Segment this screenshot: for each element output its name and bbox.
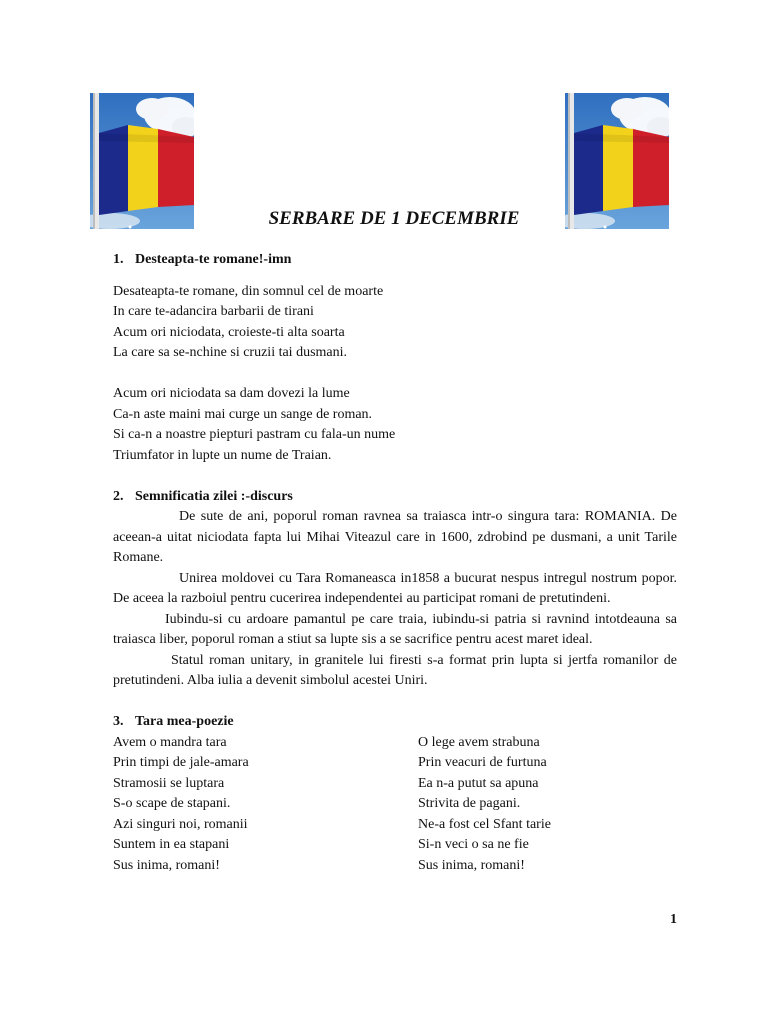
speech-paragraph: Iubindu-si cu ardoare pamantul pe care traia, iubindu-si patria si ravnind intotdeauna sa traiasca liber, poporul roman a stiut sa lupte sis a se sacrifice pentru acest maret ideal. (113, 611, 677, 647)
section-number: 1. (113, 252, 124, 267)
verse-line: Ca-n aste maini mai curge un sange de roman. (113, 406, 373, 422)
verse-line: Acum ori niciodata sa dam dovezi la lume (113, 386, 350, 401)
poem-columns (113, 733, 677, 877)
verse-line: Acum ori niciodata, croieste-ti alta soarta (113, 324, 345, 340)
speech-paragraph: Statul roman unitary, in granitele lui firesti s-a format prin lupta si jertfa romanilor de pretutindeni. Alba iulia a devenit simbolul acestei Uniri. (113, 652, 677, 688)
poem-line: Prin timpi de jale-amara (113, 755, 249, 770)
section-number: 3. (113, 714, 124, 729)
poem-line: Strivita de pagani. (418, 796, 521, 811)
poem-line: Suntem in ea stapani (113, 837, 230, 852)
section-title: Desteapta-te romane!-imn (135, 252, 292, 267)
verse-line: Si ca-n a noastre piepturi pastram cu fala-un nume (113, 427, 396, 442)
poem-line: O lege avem strabuna (418, 734, 540, 750)
page-title: SERBARE DE 1 DECEMBRIE (268, 208, 520, 229)
poem-right-column (418, 733, 677, 877)
poem-left-column (113, 733, 418, 877)
verse-line: In care te-adancira barbarii de tirani (113, 304, 314, 319)
verse-line: Triumfator in lupte un nume de Traian. (113, 447, 332, 463)
poem-line: S-o scape de stapani. (113, 796, 231, 811)
speech-paragraph: Unirea moldovei cu Tara Romaneasca in1858 a bucurat nespus intregul nostrum popor. De aceea la razboiul pentru cucerirea independentei au participat romani de pretutindeni. (113, 570, 677, 606)
poem-line: Sus inima, romani! (113, 857, 220, 873)
anthem-stanza-2 (113, 384, 677, 466)
anthem-stanza-1 (113, 282, 677, 364)
document-body (113, 250, 677, 876)
speech-paragraph: De sute de ani, poporul roman ravnea sa traiasca intr-o singura tara: ROMANIA. De aceean-a uitat niciodata fapta lui Mihai Viteazul care in 1600, zdrobind pe dusmani, a unit Tarile Romane. (113, 509, 677, 565)
page-number: 1 (670, 912, 677, 927)
section-heading-poem (113, 712, 677, 733)
poem-line: Ea n-a putut sa apuna (418, 775, 539, 791)
section-heading-speech (113, 487, 677, 508)
section-heading-anthem (113, 250, 677, 271)
verse-line: La care sa se-nchine si cruzii tai dusmani. (113, 345, 348, 360)
poem-line: Si-n veci o sa ne fie (418, 837, 529, 852)
verse-line: Desateapta-te romane, din somnul cel de moarte (113, 283, 384, 299)
poem-line: Prin veacuri de furtuna (418, 755, 547, 770)
section-number: 2. (113, 488, 124, 504)
section-title: Tara mea-poezie (135, 714, 234, 729)
section-title: Semnificatia zilei :-discurs (135, 488, 293, 504)
poem-line: Sus inima, romani! (418, 857, 525, 873)
poem-line: Avem o mandra tara (113, 734, 227, 750)
poem-line: Ne-a fost cel Sfant tarie (418, 816, 551, 832)
poem-line: Stramosii se luptara (113, 775, 225, 791)
poem-line: Azi singuri noi, romanii (113, 816, 248, 832)
